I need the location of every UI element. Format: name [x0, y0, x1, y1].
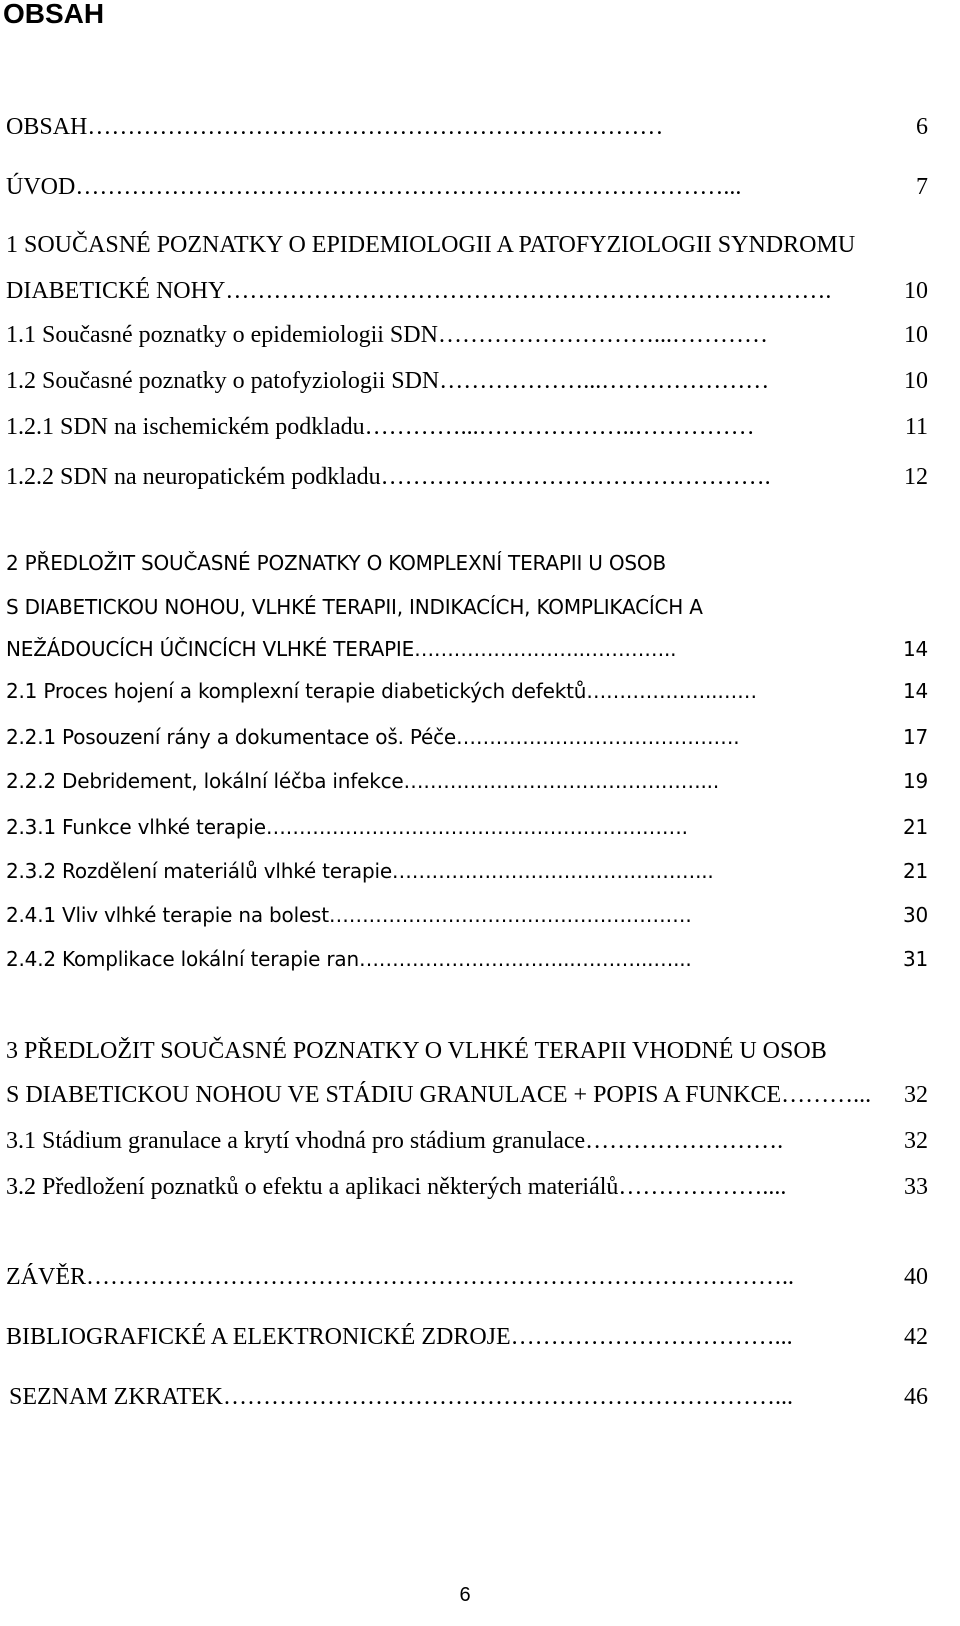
toc-entry-leader: ………………....: [618, 1174, 787, 1200]
toc-entry[interactable]: [6, 320, 928, 350]
toc-entry-leader: ………………………………………………………………………...: [75, 174, 742, 200]
toc-entry-page: 10: [904, 322, 928, 348]
toc-entry[interactable]: [6, 366, 928, 396]
toc-entry-page: 31: [902, 947, 928, 971]
toc-entry-title: 2.2.2 Debridement, lokální léčba infekce: [6, 769, 404, 793]
toc-entry-page: 17: [902, 725, 928, 749]
toc-entry-page: 6: [916, 114, 928, 140]
toc-entry-leader: ………...: [781, 1082, 872, 1108]
toc-entry-page: 11: [904, 414, 928, 440]
toc-entry[interactable]: [6, 722, 928, 752]
toc-entry[interactable]: [6, 548, 928, 578]
toc-entry[interactable]: [6, 766, 928, 796]
toc-entry[interactable]: [6, 1080, 928, 1110]
toc-entry-title: 3 PŘEDLOŽIT SOUČASNÉ POZNATKY O VLHKÉ TERAPII VHODNÉ U OSOB: [6, 1038, 827, 1064]
toc-entry-leader: ……………………………………………………………………………..: [86, 1264, 794, 1290]
toc-entry[interactable]: [6, 812, 928, 842]
toc-entry-title: 2.2.1 Posouzení rány a dokumentace oš. Péče: [6, 725, 457, 749]
toc-entry-title: 2.3.1 Funkce vlhké terapie: [6, 815, 266, 839]
toc-entry-leader: ………………...…………………: [439, 368, 770, 394]
toc-entry-title: 1.2.1 SDN na ischemickém podkladu: [6, 414, 365, 440]
toc-entry-leader: ……………………………...: [510, 1324, 793, 1350]
toc-entry-leader: ………………………………………………………………: [87, 114, 664, 140]
toc-entry-leader: ………………………………………….: [380, 464, 771, 490]
toc-entry-page: 14: [902, 679, 928, 703]
toc-entry-leader: ………………………………………………………………….: [225, 278, 832, 304]
toc-entry[interactable]: [6, 276, 928, 306]
toc-entry-title: 2 PŘEDLOŽIT SOUČASNÉ POZNATKY O KOMPLEXNÍ TERAPII U OSOB: [6, 551, 666, 575]
toc-entry[interactable]: [6, 112, 928, 142]
toc-entry-leader: …………………….: [585, 1128, 784, 1154]
toc-entry-title: 2.4.2 Komplikace lokální terapie ran: [6, 947, 359, 971]
toc-entry-page: 40: [904, 1264, 928, 1290]
toc-entry-title: 3.1 Stádium granulace a krytí vhodná pro stádium granulace: [6, 1128, 586, 1154]
toc-entry[interactable]: [6, 1172, 928, 1202]
toc-entry-title: S DIABETICKOU NOHOU, VLHKÉ TERAPII, INDIKACÍCH, KOMPLIKACÍCH A: [6, 595, 703, 619]
toc-entry-page: 14: [902, 637, 928, 661]
toc-entry-page: 12: [904, 464, 928, 490]
toc-entry-leader: ………………………………………...: [403, 769, 719, 793]
toc-entry[interactable]: [6, 172, 928, 202]
toc-entry-page: 32: [904, 1082, 928, 1108]
toc-entry-title: OBSAH: [6, 114, 88, 140]
toc-entry-title: 2.3.2 Rozdělení materiálů vlhké terapie: [6, 859, 392, 883]
toc-entry-page: 42: [904, 1324, 928, 1350]
toc-entry[interactable]: [6, 592, 928, 622]
toc-entry[interactable]: [6, 944, 928, 974]
toc-entry[interactable]: [6, 462, 928, 492]
toc-entry-page: 46: [904, 1384, 928, 1410]
page-number: 6: [459, 1584, 471, 1606]
toc-entry-page: 10: [904, 278, 928, 304]
toc-entry[interactable]: [6, 634, 928, 664]
toc-entry[interactable]: [6, 412, 928, 442]
toc-entry-title: 1 SOUČASNÉ POZNATKY O EPIDEMIOLOGII A PATOFYZIOLOGII SYNDROMU: [6, 232, 856, 258]
toc-entry-title: 2.4.1 Vliv vlhké terapie na bolest: [6, 903, 329, 927]
toc-entry-leader: ……………………………………………………………...: [223, 1384, 793, 1410]
toc-entry-title: ZÁVĚR: [6, 1264, 86, 1290]
toc-entry-title: ÚVOD: [6, 174, 76, 200]
toc-entry-leader: ………………………...…………: [437, 322, 768, 348]
toc-entry-leader: …………………………………….: [456, 725, 740, 749]
toc-entry-leader: ………………………………….……...: [391, 859, 714, 883]
toc-entry-page: 21: [902, 815, 928, 839]
toc-entry[interactable]: [6, 676, 928, 706]
toc-entry-title: 1.2.2 SDN na neuropatickém podkladu: [6, 464, 381, 490]
toc-entry-page: 10: [904, 368, 928, 394]
toc-entry-page: 32: [904, 1128, 928, 1154]
toc-entry-leader: ……………………………………………….: [328, 903, 692, 927]
toc-entry[interactable]: [6, 1262, 928, 1292]
toc-entry-leader: ……………………..…………..: [414, 637, 677, 661]
toc-entry[interactable]: [6, 230, 928, 260]
toc-entry[interactable]: [6, 1036, 928, 1066]
toc-entry-page: 7: [916, 174, 928, 200]
toc-entry-page: 19: [902, 769, 928, 793]
toc-entry-leader: …………………………...………...…...: [358, 947, 692, 971]
toc-entry[interactable]: [6, 856, 928, 886]
toc-entry-title: DIABETICKÉ NOHY: [6, 278, 226, 304]
page-heading: OBSAH: [3, 0, 105, 29]
toc-entry-title: SEZNAM ZKRATEK: [9, 1384, 223, 1410]
toc-entry-title: S DIABETICKOU NOHOU VE STÁDIU GRANULACE + POPIS A FUNKCE: [6, 1082, 782, 1108]
toc-entry-leader: ………………..……: [586, 679, 757, 703]
toc-entry-title: 3.2 Předložení poznatků o efektu a aplikaci některých materiálů: [6, 1174, 619, 1200]
toc-entry-title: 1.2 Současné poznatky o patofyziologii SDN: [6, 368, 440, 394]
toc-entry-page: 21: [902, 859, 928, 883]
toc-entry-page: 30: [902, 903, 928, 927]
toc-entry-title: BIBLIOGRAFICKÉ A ELEKTRONICKÉ ZDROJE: [6, 1324, 511, 1350]
toc-entry-page: 33: [904, 1174, 928, 1200]
toc-entry[interactable]: [9, 1382, 928, 1412]
toc-entry[interactable]: [6, 1126, 928, 1156]
toc-entry[interactable]: [6, 1322, 928, 1352]
toc-entry-leader: ……………………………………………………….: [265, 815, 688, 839]
toc-entry-leader: …………...………………..……………: [364, 414, 755, 440]
toc-entry-title: 1.1 Současné poznatky o epidemiologii SDN: [6, 322, 438, 348]
toc-entry[interactable]: [6, 900, 928, 930]
toc-entry-title: NEŽÁDOUCÍCH ÚČINCÍCH VLHKÉ TERAPIE: [6, 637, 415, 661]
toc-entry-title: 2.1 Proces hojení a komplexní terapie diabetických defektů: [6, 679, 587, 703]
